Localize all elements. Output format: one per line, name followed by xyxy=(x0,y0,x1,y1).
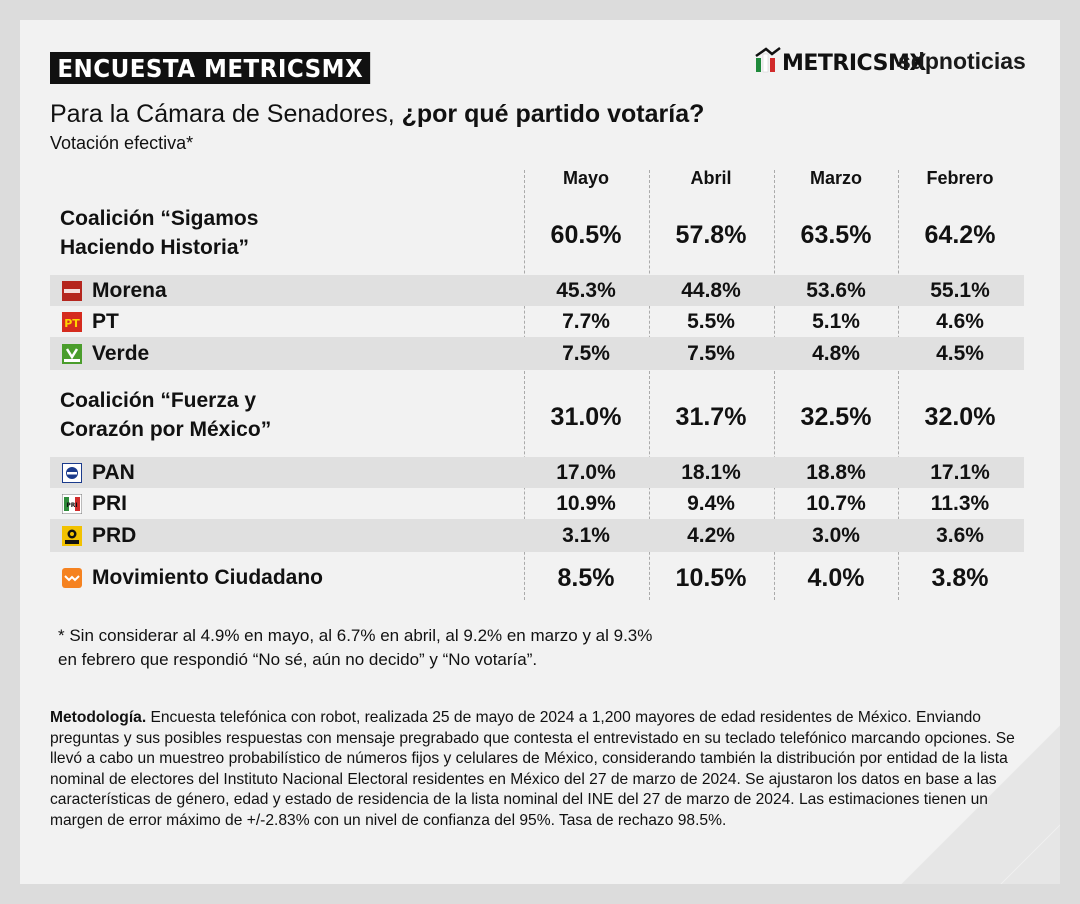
row-label: Morena xyxy=(92,279,167,302)
table-cell-value: 44.8% xyxy=(681,279,741,302)
table-cell-value: 31.0% xyxy=(550,403,622,431)
svg-text:PT: PT xyxy=(64,317,80,330)
methodology xyxy=(50,708,1032,832)
prd-icon xyxy=(62,526,82,546)
table-row xyxy=(50,337,1024,370)
table-cell-value: 11.3% xyxy=(930,492,990,515)
table-cell-value: 10.5% xyxy=(675,564,747,592)
footnote-line: * Sin considerar al 4.9% en mayo, al 6.7% en abril, al 9.2% en marzo y al 9.3% xyxy=(58,626,653,645)
survey-badge: ENCUESTA METRICSMX xyxy=(50,52,371,84)
table-cell-value: 32.5% xyxy=(800,403,872,431)
mc-icon xyxy=(62,568,82,588)
table-row xyxy=(50,275,1024,306)
row-label: Verde xyxy=(92,342,150,365)
pan-icon xyxy=(62,463,82,483)
methodology-text: Encuesta telefónica con robot, realizada 25 de mayo de 2024 a 1,200 mayores de edad residentes de México. Enviando preguntas y sus posibles respuestas con mensaje pregrabado que contesta el entrevistado en su teclado telefónico marcando opciones. Se llevó a cabo un muestreo probabilístico de números fijos y celulares de México, considerando también la distribución por entidad de la lista nominal de electores del Instituto Nacional Electoral residentes en México del 27 de marzo de 2024. Se ajustaron los datos en base a las características de género, edad y estado de residencia de la lista nominal del INE del 27 de marzo de 2024. Las estimaciones tienen un margen de error máximo de +/-2.83% con un nivel de confianza del 95%. Tasa de rechazo 98.5%. xyxy=(50,709,1015,829)
table-cell-value: 7.7% xyxy=(562,310,610,333)
table-row xyxy=(50,306,1024,337)
row-label: PRI xyxy=(92,492,128,515)
table-cell-value: 17.1% xyxy=(930,461,990,484)
table-cell-value: 10.7% xyxy=(806,492,866,515)
column-header: Mayo xyxy=(562,168,609,188)
row-label: Movimiento Ciudadano xyxy=(92,566,323,589)
table-cell-value: 55.1% xyxy=(930,279,990,302)
table-cell-value: 32.0% xyxy=(924,403,996,431)
row-label-line: Corazón por México” xyxy=(60,418,272,441)
table-cell-value: 4.6% xyxy=(936,310,984,333)
footnote-line: en febrero que respondió “No sé, aún no decido” y “No votaría”. xyxy=(58,650,538,669)
table-cell-value: 4.0% xyxy=(807,564,865,592)
table-row xyxy=(50,382,1024,452)
table-cell-value: 7.5% xyxy=(562,342,610,365)
table-row xyxy=(50,457,1024,488)
table-cell-value: 18.1% xyxy=(681,461,741,484)
row-label: PRD xyxy=(92,524,137,547)
table-cell-value: 45.3% xyxy=(556,279,616,302)
sdpnoticias-logo: sdpnoticias xyxy=(898,48,1026,74)
headline-plain: Para la Cámara de Senadores, xyxy=(50,100,402,128)
table-cell-value: 17.0% xyxy=(556,461,616,484)
subheadline: Votación efectiva* xyxy=(50,133,194,153)
table-row xyxy=(50,519,1024,552)
column-header: Abril xyxy=(690,168,732,188)
row-label xyxy=(60,386,271,444)
column-header: Marzo xyxy=(809,168,862,188)
table-cell-value: 4.8% xyxy=(812,342,860,365)
metricsmx-logo-text: METRICSMX xyxy=(782,51,926,76)
table-cell-value: 18.8% xyxy=(806,461,866,484)
table-cell-value: 60.5% xyxy=(550,221,622,249)
table-row xyxy=(50,488,1024,519)
table-cell-value: 7.5% xyxy=(687,342,735,365)
verde-icon xyxy=(62,344,82,364)
table-cell-value: 4.5% xyxy=(936,342,984,365)
table-cell-value: 3.1% xyxy=(562,524,610,547)
methodology-label: Metodología. xyxy=(50,709,147,726)
table-cell-value: 4.2% xyxy=(687,524,735,547)
pri-icon xyxy=(62,494,82,514)
survey-card xyxy=(20,20,1060,884)
table-cell-value: 10.9% xyxy=(556,492,616,515)
metricsmx-flag-icon xyxy=(754,46,782,76)
row-label-line: Coalición “Fuerza y xyxy=(60,389,257,412)
table-row xyxy=(50,560,1024,596)
pt-icon xyxy=(62,312,82,332)
table-cell-value: 5.5% xyxy=(687,310,735,333)
table-cell-value: 63.5% xyxy=(800,221,872,249)
column-header: Febrero xyxy=(926,168,994,188)
table-cell-value: 53.6% xyxy=(806,279,866,302)
row-label: PAN xyxy=(92,461,135,484)
table-cell-value: 3.6% xyxy=(936,524,984,547)
row-label xyxy=(60,204,258,262)
table-cell-value: 8.5% xyxy=(557,564,615,592)
row-label: PT xyxy=(92,310,119,333)
table-cell-value: 57.8% xyxy=(675,221,747,249)
svg-text:PRI: PRI xyxy=(66,502,78,509)
row-label-line: Coalición “Sigamos xyxy=(60,207,259,230)
table-cell-value: 3.8% xyxy=(931,564,989,592)
table-cell-value: 3.0% xyxy=(812,524,860,547)
table-row xyxy=(50,200,1024,270)
table-cell-value: 9.4% xyxy=(687,492,735,515)
footnote xyxy=(58,624,652,672)
row-label-line: Haciendo Historia” xyxy=(60,236,250,259)
headline-question: ¿por qué partido votaría? xyxy=(401,100,705,128)
morena-icon xyxy=(62,281,82,301)
table-cell-value: 31.7% xyxy=(675,403,747,431)
table-cell-value: 64.2% xyxy=(924,221,996,249)
table-cell-value: 5.1% xyxy=(812,310,860,333)
headline xyxy=(50,100,704,129)
